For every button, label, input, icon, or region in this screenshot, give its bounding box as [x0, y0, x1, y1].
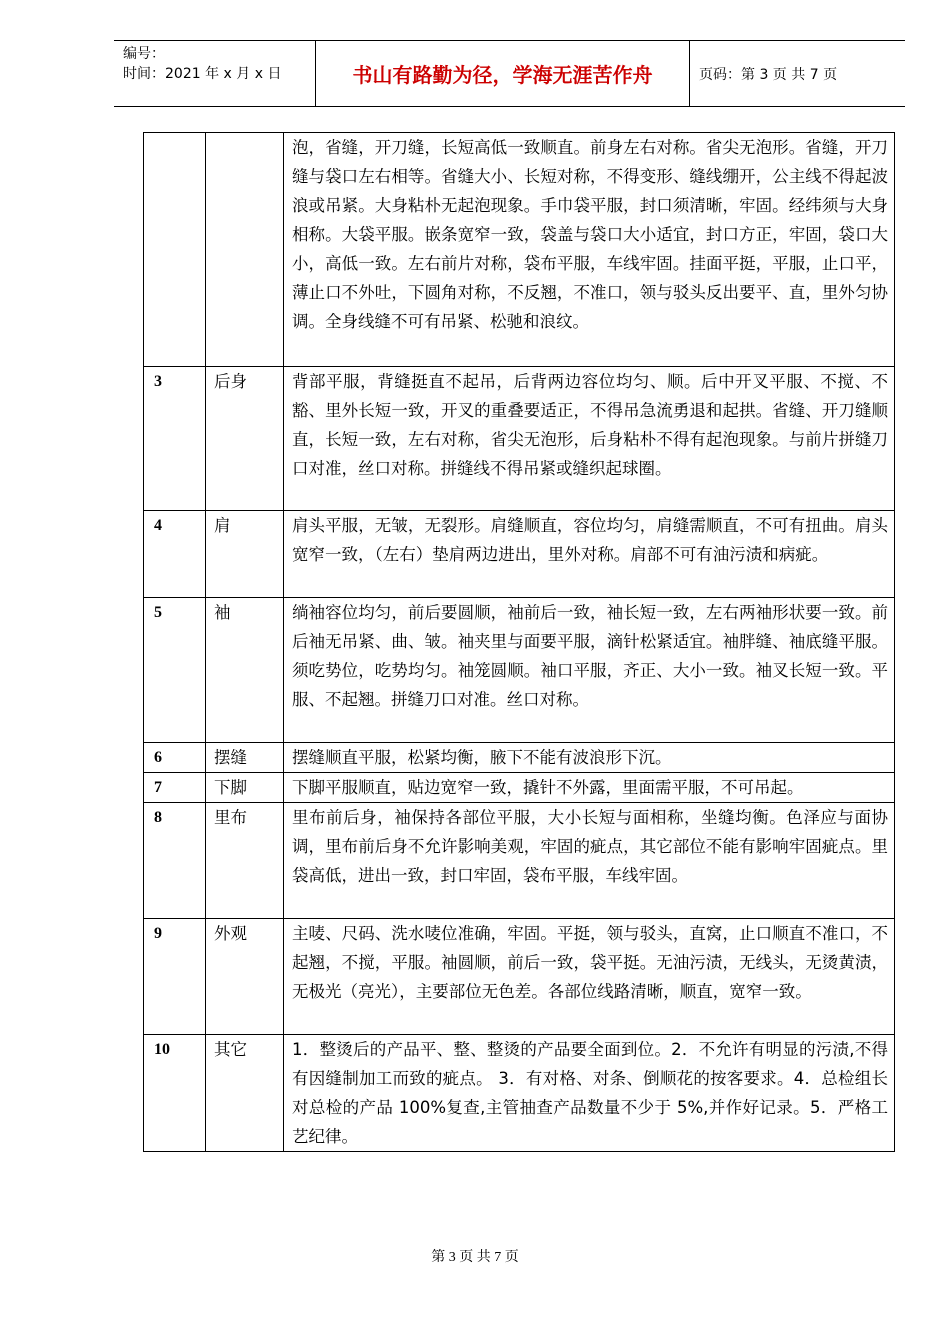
header-meta — [114, 41, 316, 106]
row-item: 其它 — [206, 1035, 284, 1152]
row-number: 8 — [144, 803, 206, 919]
row-number: 3 — [144, 367, 206, 511]
row-item: 下脚 — [206, 773, 284, 803]
table-row — [144, 743, 895, 773]
row-description: 摆缝顺直平服，松紧均衡，腋下不能有波浪形下沉。 — [284, 743, 895, 773]
row-item: 里布 — [206, 803, 284, 919]
row-item: 后身 — [206, 367, 284, 511]
row-number — [144, 133, 206, 367]
header-motto: 书山有路勤为径，学海无涯苦作舟 — [316, 41, 690, 106]
row-item: 外观 — [206, 919, 284, 1035]
row-item: 袖 — [206, 598, 284, 743]
table-row — [144, 511, 895, 598]
inspection-table — [143, 132, 895, 1152]
row-number: 10 — [144, 1035, 206, 1152]
time-label: 时间：2021 年 x 月 x 日 — [123, 66, 282, 82]
table-row — [144, 598, 895, 743]
row-item — [206, 133, 284, 367]
row-description: 背部平服，背缝挺直不起吊，后背两边容位均匀、顺。后中开叉平服、不搅、不豁、里外长短一致，开叉的重叠要适正，不得吊急流勇退和起拱。省缝、开刀缝顺直，长短一致，左右对称，省尖无泡形，后身粘朴不得有起泡现象。与前片拼缝刀口对准，丝口对称。拼缝线不得吊紧或缝织起球圈。 — [284, 367, 895, 511]
header-page-label: 页码：第 3 页 共 7 页 — [699, 66, 838, 83]
row-description: 主唛、尺码、洗水唛位准确，牢固。平挺，领与驳头，直窝，止口顺直不准口，不起翘，不搅，平服。袖圆顺，前后一致，袋平挺。无油污渍，无线头，无烫黄渍，无极光（亮光），主要部位无色差。各部位线路清晰，顺直，宽窄一致。 — [284, 919, 895, 1035]
row-description: 1．整烫后的产品平、整、整烫的产品要全面到位。2．不允许有明显的污渍,不得有因缝制加工而致的疵点。 3．有对格、对条、倒顺花的按客要求。4．总检组长对总检的产品 100%复查,主管抽查产品数量不少于 5%,并作好记录。5．严格工艺纪律。 — [284, 1035, 895, 1152]
row-description: 泡，省缝，开刀缝，长短高低一致顺直。前身左右对称。省尖无泡形。省缝，开刀缝与袋口左右相等。省缝大小、长短对称，不得变形、缝线绷开，公主线不得起波浪或吊紧。大身粘朴无起泡现象。手巾袋平服，封口须清晰，牢固。经纬须与大身相称。大袋平服。嵌条宽窄一致，袋盖与袋口大小适宜，封口方正，牢固，袋口大小，高低一致。左右前片对称，袋布平服，车线牢固。挂面平挺，平服，止口平，薄止口不外吐，下圆角对称，不反翘，不准口，领与驳头反出要平、直，里外匀协调。全身线缝不可有吊紧、松驰和浪纹。 — [284, 133, 895, 367]
row-number: 9 — [144, 919, 206, 1035]
table-row — [144, 133, 895, 367]
row-number: 7 — [144, 773, 206, 803]
table-row — [144, 803, 895, 919]
row-description: 下脚平服顺直，贴边宽窄一致，撬针不外露，里面需平服，不可吊起。 — [284, 773, 895, 803]
row-description: 肩头平服，无皱，无裂形。肩缝顺直，容位均匀，肩缝需顺直，不可有扭曲。肩头宽窄一致，（左右）垫肩两边进出，里外对称。肩部不可有油污渍和病疵。 — [284, 511, 895, 598]
row-item: 肩 — [206, 511, 284, 598]
table-row — [144, 367, 895, 511]
page-header — [114, 40, 905, 107]
table-row — [144, 1035, 895, 1152]
row-number: 5 — [144, 598, 206, 743]
row-item: 摆缝 — [206, 743, 284, 773]
code-label: 编号： — [123, 46, 165, 62]
table-row — [144, 919, 895, 1035]
row-description: 绱袖容位均匀，前后要圆顺，袖前后一致，袖长短一致，左右两袖形状要一致。前后袖无吊紧、曲、皱。袖夹里与面要平服，滴针松紧适宜。袖胖缝、袖底缝平服。须吃势位，吃势均匀。袖笼圆顺。袖口平服，齐正、大小一致。袖叉长短一致。平服、不起翘。拼缝刀口对准。丝口对称。 — [284, 598, 895, 743]
row-number: 6 — [144, 743, 206, 773]
table-row — [144, 773, 895, 803]
page-footer: 第 3 页 共 7 页 — [431, 1250, 519, 1265]
row-description: 里布前后身，袖保持各部位平服，大小长短与面相称，坐缝均衡。色泽应与面协调，里布前后身不允许影响美观，牢固的疵点，其它部位不能有影响牢固疵点。里袋高低，进出一致，封口牢固，袋布平服，车线牢固。 — [284, 803, 895, 919]
row-number: 4 — [144, 511, 206, 598]
